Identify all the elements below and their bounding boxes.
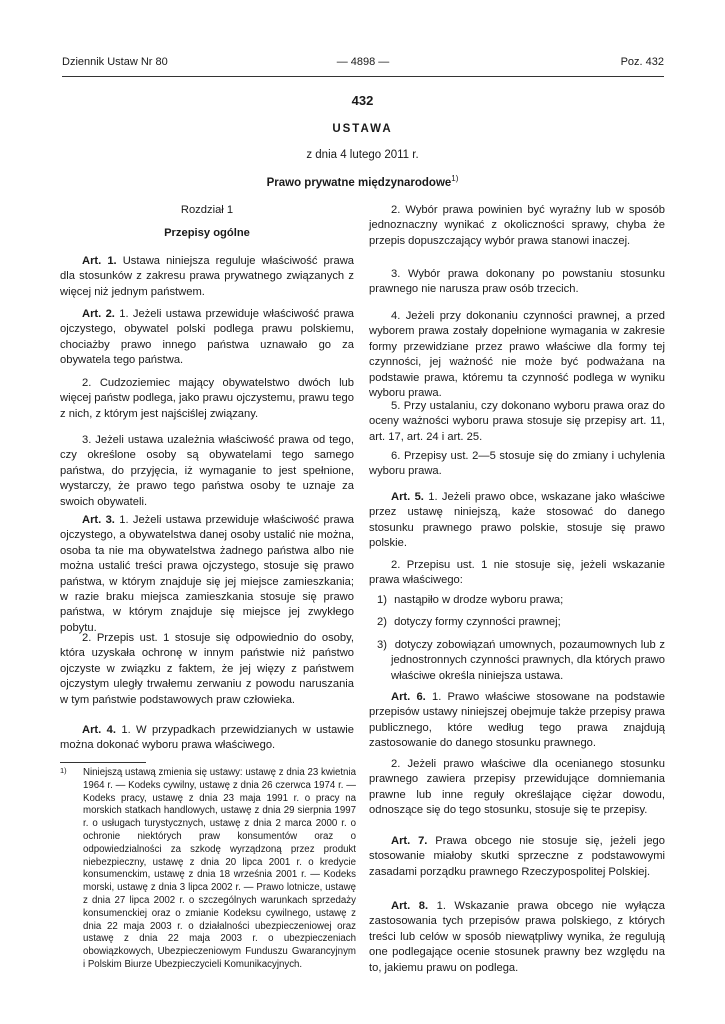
footnote	[60, 767, 356, 972]
footnote-mark: 1)	[60, 766, 67, 775]
article-label: Art. 8.	[391, 900, 429, 912]
article-label: Art. 3.	[82, 514, 115, 526]
article-4-paragraph-2: 2. Wybór prawa powinien być wyraźny lub w sposób jednoznaczny wynikać z okoliczności sprawy, chyba że przepis dopuszczający wybór prawa stanowi inaczej.	[369, 204, 665, 247]
article-4-paragraph-4: 4. Jeżeli przy dokonaniu czynności prawnej, a przed wyborem prawa zostały dopełnione wymagania w zakresie formy przewidziane przez prawo właściwe dla formy tej czynności, jej ważność nie może być podważana na podstawie prawa, któremu ta czynność podlega w wyniku wyboru prawa.	[369, 310, 665, 400]
footnote-text: Niniejszą ustawą zmienia się ustawy: ustawę z dnia 23 kwietnia 1964 r. — Kodeks cywilny, ustawę z dnia 26 czerwca 1974 r. — Kodeks pracy, ustawę z dnia 23 maja 1991 r. o pracy na morskich statkach handlowych, ustawę z dnia 29 sierpnia 1997 r. o usługach turystycznych, ustawę z dnia 2 marca 2000 r. o ochronie niektórych praw konsumentów oraz o odpowiedzialności za szkodę wyrządzoną przez produkt niebezpieczny, ustawę z dnia 20 lipca 2001 r. o kredycie konsumenckim, ustawę z dnia 18 września 2001 r. — Kodeks morski, ustawę z dnia 3 lipca 2002 r. — Prawo lotnicze, ustawę z dnia 27 lipca 2002 r. o szczególnych warunkach sprzedaży konsumenckiej oraz o zmianie Kodeksu cywilnego, ustawę z dnia 22 maja 2003 r. o działalności ubezpieczeniowej oraz ustawę z dnia 22 maja 2003 r. o ubezpieczeniach obowiązkowych, Ubezpieczeniowym Funduszu Gwarancyjnym i Polskim Biurze Ubezpieczycieli Komunikacyjnych.	[83, 767, 356, 970]
act-title	[0, 174, 725, 189]
article-text: 1. Wskazanie prawa obcego nie wyłącza zastosowania tych przepisów prawa polskiego, z których treści lub celów w sposób niewątpliwy wynika, że regulują one podlegające ocenie stosunek prawny bez względu na to, jakiemu prawu on podlega.	[369, 900, 665, 974]
article-4-paragraph-3: 3. Wybór prawa dokonany po powstaniu stosunku prawnego nie narusza praw osób trzecich.	[369, 268, 665, 296]
list-item-text: nastąpiło w drodze wyboru prawa;	[394, 594, 564, 606]
act-date: z dnia 4 lutego 2011 r.	[306, 149, 419, 161]
article-3-paragraph-2: 2. Przepis ust. 1 stosuje się odpowiednio do osoby, która uzyskała ochronę w innym państwie niż państwo ojczyste w związku z faktem, że jej więzy z państwem ojczystym uległy trwałemu zerwaniu z powodu naruszania w tym państwie podstawowych praw człowieka.	[60, 632, 354, 706]
position-number: Poz. 432	[620, 56, 664, 68]
article-text: 1. Prawo właściwe stosowane na podstawie przepisów ustawy niniejszej obejmuje także przepisy prawa publicznego, które według tego prawa znajdują zastosowanie do danego stosunku prawnego.	[369, 691, 665, 750]
act-title-text: Prawo prywatne międzynarodowe	[266, 176, 452, 189]
header-rule	[62, 76, 664, 77]
article-text: Ustawa niniejsza reguluje właściwość prawa dla stosunków z zakresu prawa prywatnego związanych z więcej niż jednym państwem.	[60, 255, 354, 298]
list-item-text: dotyczy formy czynności prawnej;	[394, 616, 561, 628]
article-label: Art. 7.	[391, 835, 428, 847]
article-text: 1. Jeżeli prawo obce, wskazane jako właściwe przez ustawę niniejszą, każe stosować do danego stosunku prawnego prawo polskie, stosuje się prawo polskie.	[369, 491, 665, 550]
article-2-paragraph-2: 2. Cudzoziemiec mający obywatelstwo dwóch lub więcej państw podlega, jako prawu ojczystemu, prawu tego z nich, z którym jest najściślej związany.	[60, 377, 354, 420]
article-text: Prawa obcego nie stosuje się, jeżeli jego stosowanie miałoby skutki sprzeczne z podstawowymi zasadami porządku prawnego Rzeczypospolitej Polskiej.	[369, 835, 665, 878]
act-number: 432	[351, 93, 374, 108]
article-3	[60, 513, 354, 636]
footnote-rule	[60, 762, 146, 763]
article-text: 1. Jeżeli ustawa przewiduje właściwość prawa ojczystego, obywatel polski podlega prawu polskiemu, chociażby prawo innego państwa uznawało go za obywatela tego państwa.	[60, 308, 354, 367]
article-8	[369, 899, 665, 976]
article-5-paragraph-2: 2. Przepisu ust. 1 nie stosuje się, jeżeli wskazanie prawa właściwego:	[369, 559, 665, 587]
article-4-paragraph-5: 5. Przy ustalaniu, czy dokonano wyboru prawa oraz do oceny ważności wyboru prawa stosuje się przepisy art. 11, art. 17, art. 24 i art. 25.	[369, 400, 665, 443]
article-label: Art. 5.	[391, 491, 424, 503]
page-number: — 4898 —	[336, 56, 390, 68]
article-5	[369, 490, 665, 552]
article-label: Art. 1.	[82, 255, 117, 267]
article-2-paragraph-3: 3. Jeżeli ustawa uzależnia właściwość prawa od tego, czy określone osoby są obywatelami tego samego państwa, do przyjęcia, iż wymaganie to jest spełnione, wystarczy, że prawo tego państwa osoby te uznaje za swoich obywateli.	[60, 434, 354, 508]
footnote-reference: 1)	[451, 174, 459, 183]
chapter-label: Rozdział 1	[180, 204, 234, 216]
list-item-text: dotyczy zobowiązań umownych, pozaumownych lub z jednostronnych czynności prawnych, dla których prawo właściwe określa niniejsza ustawa.	[391, 639, 665, 682]
article-text: 1. W przypadkach przewidzianych w ustawie można dokonać wyboru prawa właściwego.	[60, 724, 354, 752]
chapter-title: Przepisy ogólne	[164, 227, 250, 239]
article-2	[60, 307, 354, 369]
list-item-number: 2)	[377, 616, 387, 628]
page-header	[62, 56, 664, 72]
list-item	[369, 615, 665, 630]
list-item	[369, 593, 665, 608]
article-4-paragraph-6: 6. Przepisy ust. 2—5 stosuje się do zmiany i uchylenia wyboru prawa.	[369, 450, 665, 478]
article-7	[369, 834, 665, 880]
journal-name: Dziennik Ustaw Nr 80	[62, 56, 168, 68]
article-text: 1. Jeżeli ustawa przewiduje właściwość prawa ojczystego, a obywatelstwa danej osoby ustalić nie można, osoba ta nie ma obywatelstwa żadnego państwa albo nie można ustalić treści prawa ojczystego, stosuje się prawo państwa, w którym znajduje się jej miejsce zamieszkania; w razie braku miejsca zamieszkania stosuje się prawo państwa, w którym znajduje się miejsce jej zwykłego pobytu.	[60, 514, 354, 634]
list-item	[369, 638, 665, 684]
act-type: USTAWA	[332, 123, 393, 135]
article-6	[369, 690, 665, 752]
list-item-number: 3)	[377, 639, 387, 651]
article-label: Art. 2.	[82, 308, 115, 320]
article-4	[60, 723, 354, 754]
article-1	[60, 254, 354, 300]
article-label: Art. 6.	[391, 691, 426, 703]
article-label: Art. 4.	[82, 724, 116, 736]
article-6-paragraph-2: 2. Jeżeli prawo właściwe dla ocenianego stosunku prawnego zawiera przepisy przewidujące domniemania prawne lub inne reguły określające ciężar dowodu, odnoszące się do tego stosunku, stosuje się te przepisy.	[369, 758, 665, 817]
list-item-number: 1)	[377, 594, 387, 606]
